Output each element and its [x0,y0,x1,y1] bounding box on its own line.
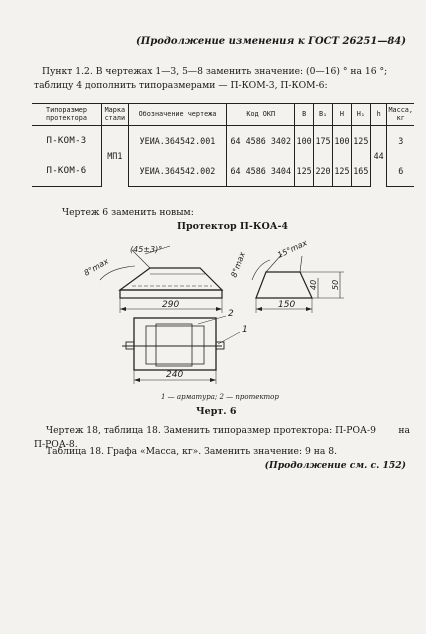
dim-angle-15: 15°max [276,238,309,260]
dim-150: 150 [278,300,296,310]
dim-290: 290 [162,300,180,310]
dim-50: 50 [331,279,340,290]
cell-h1: 165 [351,156,370,187]
cell-h1: 125 [351,126,370,157]
cell-type: П-КОМ-6 [32,156,102,187]
cell-mass: 6 [387,156,414,187]
body-line-1: Чертеж 18, таблица 18. Заменить типоразмер протектора: П-РОА-9 [46,425,376,436]
col-hh: h [370,104,387,126]
figure-caption: Черт. 6 [196,406,237,417]
table-row [32,126,414,157]
paragraph-1: Пункт 1.2. В чертежах 1—3, 5—8 заменить значение: (0—16) ° на 16 °; [42,66,388,77]
col-b: B [295,104,314,126]
cell-b: 125 [295,156,314,187]
col-h1: H₁ [351,104,370,126]
col-h: H [332,104,351,126]
table-row [32,156,414,187]
label-1: 1 [242,325,248,335]
drawing-title: Протектор П-КОА-4 [177,221,289,232]
dim-angle-8a: 8°max [82,256,110,278]
cell-drawing: УЕИА.364542.001 [128,126,227,157]
body-line-3: Таблица 18. Графа «Масса, кг». Заменить значение: 9 на 8. [46,446,338,457]
drawing-legend: 1 — арматура; 2 — протектор [161,393,279,401]
col-drawing: Обозначение чертежа [128,104,227,126]
cell-steel: МП1 [102,126,129,187]
table-header-row [32,104,414,126]
dim-240: 240 [166,370,184,380]
cell-hh: 44 [370,126,387,187]
cell-okp: 64 4586 3404 [227,156,295,187]
paragraph-2: таблицу 4 дополнить типоразмерами — П-КОМ-3, П-КОМ-6: [34,80,328,91]
col-b1: B₁ [314,104,333,126]
dim-angle-45: (45±3)° [130,245,163,254]
cell-h: 125 [332,156,351,187]
front-view [100,246,222,313]
cell-b: 100 [295,126,314,157]
replace-drawing-note: Чертеж 6 заменить новым: [62,207,194,218]
dim-40: 40 [309,279,318,290]
col-type: Типоразмер протектора [32,104,102,126]
col-okp: Код ОКП [227,104,295,126]
cell-b1: 220 [314,156,333,187]
body-line-1-end: на [398,425,410,436]
cell-drawing: УЕИА.364542.002 [128,156,227,187]
cell-okp: 64 4586 3402 [227,126,295,157]
sizes-table [32,103,414,187]
cell-type: П-КОМ-3 [46,136,87,146]
label-2: 2 [228,309,234,319]
col-steel: Марка стали [102,104,129,126]
body-line-2: П-РОА-8. [34,439,78,450]
dim-angle-8b: 8°max [229,250,247,279]
cell-b1: 175 [314,126,333,157]
page-footer: (Продолжение см. с. 152) [264,460,406,471]
technical-drawing [0,238,426,393]
cell-h: 100 [332,126,351,157]
col-mass: Масса, кг [387,104,414,126]
cell-mass: 3 [387,126,414,157]
page-header: (Продолжение изменения к ГОСТ 26251—84) [136,36,406,47]
